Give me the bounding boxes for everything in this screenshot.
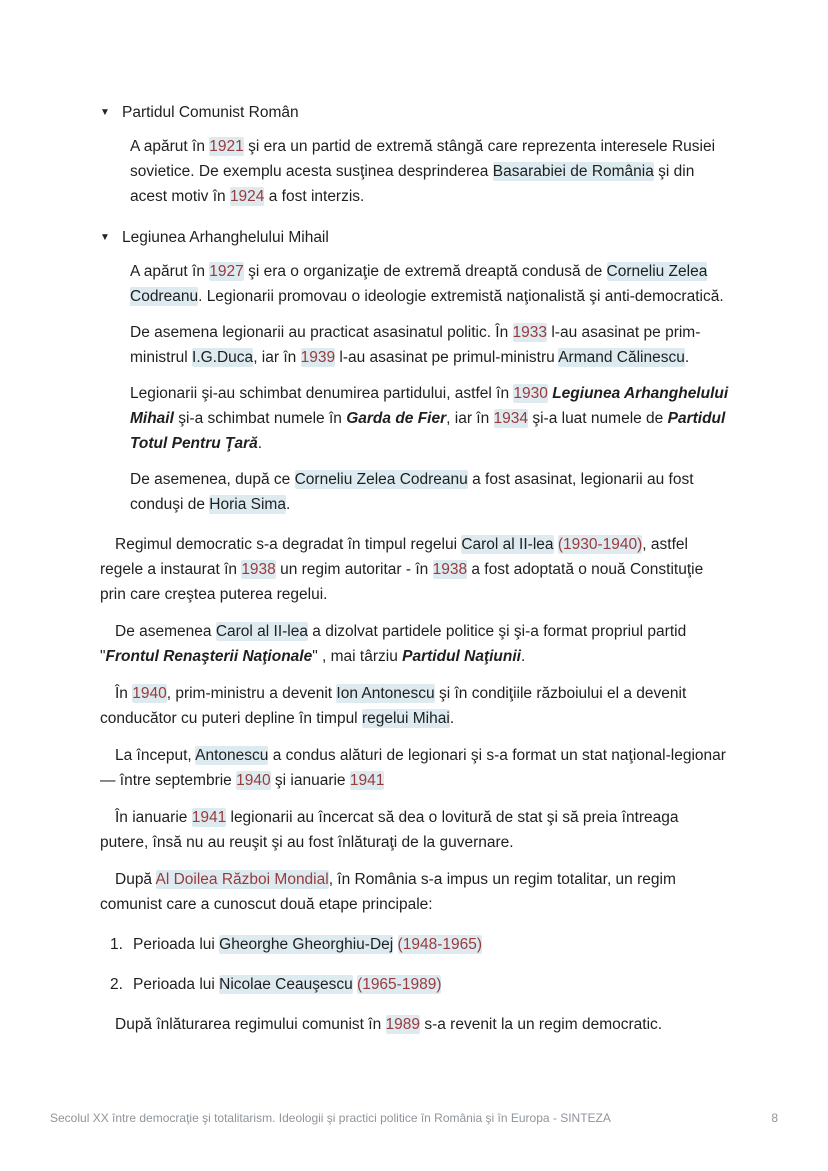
highlighted-date: 1941 xyxy=(191,809,227,826)
highlighted-text: Carol al II-lea xyxy=(461,536,554,553)
highlighted-text: Corneliu Zelea Codreanu xyxy=(294,471,468,488)
toggle-partidul-comunist-roman[interactable] xyxy=(100,100,730,125)
text-run: şi era o organizaţie de extremă dreaptă condusă de xyxy=(243,263,607,280)
emphasized-text: Legiunea Arhanghelului Mihail xyxy=(130,385,729,427)
highlighted-text: Nicolae Ceauşescu xyxy=(219,976,353,993)
text-run: . xyxy=(257,435,263,452)
text-run: De asemenea xyxy=(115,623,216,640)
text-run: legionarii au încercat să dea o lovitură de stat şi să preia întreaga putere, însă nu au reuşit şi au fost înlăturaţi de la guvernare. xyxy=(100,809,679,851)
text-run: Legionarii şi-au schimbat denumirea partidului, astfel în xyxy=(130,385,514,402)
text-run: şi-a luat numele de xyxy=(528,410,668,427)
text-run: . xyxy=(684,349,690,366)
paragraph xyxy=(100,1012,730,1037)
highlighted-text: Armand Călinescu xyxy=(558,349,685,366)
paragraph xyxy=(130,381,730,456)
text-run: La început, xyxy=(115,747,196,764)
list-item xyxy=(100,972,730,997)
paragraph xyxy=(130,467,730,517)
toggle-title xyxy=(122,225,329,250)
highlighted-text: Gheorghe Gheorghiu-Dej xyxy=(219,936,394,953)
text-run: a condus alături de legionari şi s-a format un stat naţional-legionar — între septembrie xyxy=(100,747,726,789)
highlighted-date: 1940 xyxy=(132,685,167,702)
toggle-legiunea-arhanghelului-mihail[interactable] xyxy=(100,225,730,250)
highlighted-date: Al Doilea Război Mondial xyxy=(155,871,329,888)
text-run: În ianuarie xyxy=(115,809,192,826)
text-run: Regimul democratic s-a degradat în timpul regelui xyxy=(115,536,462,553)
highlighted-date: 1939 xyxy=(300,349,336,366)
text-run: . Legionarii promovau o ideologie extremistă naţionalistă şi anti-democratică. xyxy=(198,288,724,305)
footer-title: Secolul XX între democraţie şi totalitarism. Ideologii şi practici politice în România şi în Europa - SINTEZA xyxy=(50,1111,611,1125)
highlighted-text: Antonescu xyxy=(195,747,269,764)
highlighted-date: 1924 xyxy=(229,188,265,205)
text-run: În xyxy=(115,685,133,702)
text-run: De asemena legionarii au practicat asasinatul politic. În xyxy=(130,324,513,341)
text-run: l-au asasinat pe prim-ministrul xyxy=(130,324,701,366)
text-run: şi-a schimbat numele în xyxy=(173,410,347,427)
text-run: Legiunea Arhanghelului Mihail xyxy=(122,229,329,246)
highlighted-text: Ion Antonescu xyxy=(336,685,435,702)
highlighted-text: I.G.Duca xyxy=(192,349,254,366)
highlighted-date: 1921 xyxy=(209,138,244,155)
text-run: " , mai târziu xyxy=(312,648,403,665)
text-run: a fost adoptată o nouă Constituţie prin care creştea puterea regelui. xyxy=(100,561,704,603)
list-item-text xyxy=(133,972,441,997)
text-run: a fost interzis. xyxy=(264,188,365,205)
text-run: Perioada lui xyxy=(133,976,220,993)
text-run: , astfel regele a instaurat în xyxy=(100,536,688,578)
highlighted-date: 1934 xyxy=(493,410,529,427)
toggle-open-icon[interactable]: ▼ xyxy=(100,232,110,243)
list-item-text xyxy=(133,932,482,957)
paragraph xyxy=(130,134,730,209)
highlighted-date: 1930 xyxy=(513,385,548,402)
list-marker: 1. xyxy=(110,936,123,953)
emphasized-text: Partidul Naţiunii xyxy=(402,648,521,665)
text-run: După înlăturarea regimului comunist în xyxy=(115,1016,386,1033)
highlighted-text: Horia Sima xyxy=(209,496,286,513)
highlighted-date: (1948-1965) xyxy=(397,936,482,953)
text-run: l-au asasinat pe primul-ministru xyxy=(335,349,559,366)
highlighted-date: (1930-1940) xyxy=(557,536,643,553)
paragraph xyxy=(100,867,730,917)
list-item xyxy=(100,932,730,957)
text-run: şi era un partid de extremă stângă care reprezenta interesele Rusiei sovietice. De exemplu acesta susţinea desprinderea xyxy=(130,138,716,180)
highlighted-date: 1940 xyxy=(236,772,271,789)
highlighted-date: 1938 xyxy=(241,561,276,578)
list-marker: 2. xyxy=(110,976,123,993)
text-run xyxy=(393,936,397,953)
highlighted-date: (1965-1989) xyxy=(357,976,442,993)
paragraph xyxy=(130,320,730,370)
page-footer xyxy=(50,1111,778,1125)
text-run: a fost asasinat, legionarii au fost conduşi de xyxy=(130,471,694,513)
highlighted-text: Corneliu Zelea Codreanu xyxy=(130,263,708,305)
highlighted-text: Carol al II-lea xyxy=(215,623,308,640)
text-run: . xyxy=(449,710,455,727)
paragraph xyxy=(100,743,730,793)
paragraph xyxy=(100,532,730,607)
text-run: un regim autoritar - în xyxy=(275,561,433,578)
page-number: 8 xyxy=(771,1111,778,1125)
text-run: . xyxy=(520,648,526,665)
highlighted-date: 1989 xyxy=(385,1016,421,1033)
text-run: şi în condiţiile războiului el a devenit conducător cu puteri depline în timpul xyxy=(100,685,687,727)
emphasized-text: Partidul Totul Pentru Ţară xyxy=(130,410,726,452)
text-run: şi ianuarie xyxy=(270,772,350,789)
highlighted-text: regelui Mihai xyxy=(361,710,450,727)
text-run: A apărut în xyxy=(130,263,210,280)
toggle-title xyxy=(122,100,299,125)
text-run: A apărut în xyxy=(130,138,210,155)
text-run: Perioada lui xyxy=(133,936,220,953)
text-run: a dizolvat partidele politice şi şi-a format propriul partid " xyxy=(100,623,687,665)
paragraph xyxy=(100,805,730,855)
toggle-open-icon[interactable]: ▼ xyxy=(100,107,110,118)
highlighted-date: 1933 xyxy=(512,324,548,341)
highlighted-text: Basarabiei de România xyxy=(492,163,654,180)
highlighted-date: 1941 xyxy=(349,772,385,789)
emphasized-text: Frontul Renaşterii Naţionale xyxy=(105,648,313,665)
text-run: , prim-ministru a devenit xyxy=(166,685,337,702)
text-run: s-a revenit la un regim democratic. xyxy=(420,1016,663,1033)
paragraph xyxy=(100,681,730,731)
text-run: şi din acest motiv în xyxy=(130,163,695,205)
text-run: , iar în xyxy=(446,410,494,427)
highlighted-date: 1927 xyxy=(209,263,244,280)
text-run: De asemenea, după ce xyxy=(130,471,295,488)
text-run: După xyxy=(115,871,156,888)
document-content xyxy=(100,88,730,1049)
paragraph xyxy=(130,259,730,309)
emphasized-text: Garda de Fier xyxy=(346,410,447,427)
text-run: . xyxy=(285,496,291,513)
text-run: , iar în xyxy=(253,349,301,366)
text-run: , în România s-a impus un regim totalitar, un regim comunist care a cunoscut două etape principale: xyxy=(100,871,676,913)
highlighted-date: 1938 xyxy=(432,561,468,578)
text-run: Partidul Comunist Român xyxy=(122,104,299,121)
paragraph xyxy=(100,619,730,669)
